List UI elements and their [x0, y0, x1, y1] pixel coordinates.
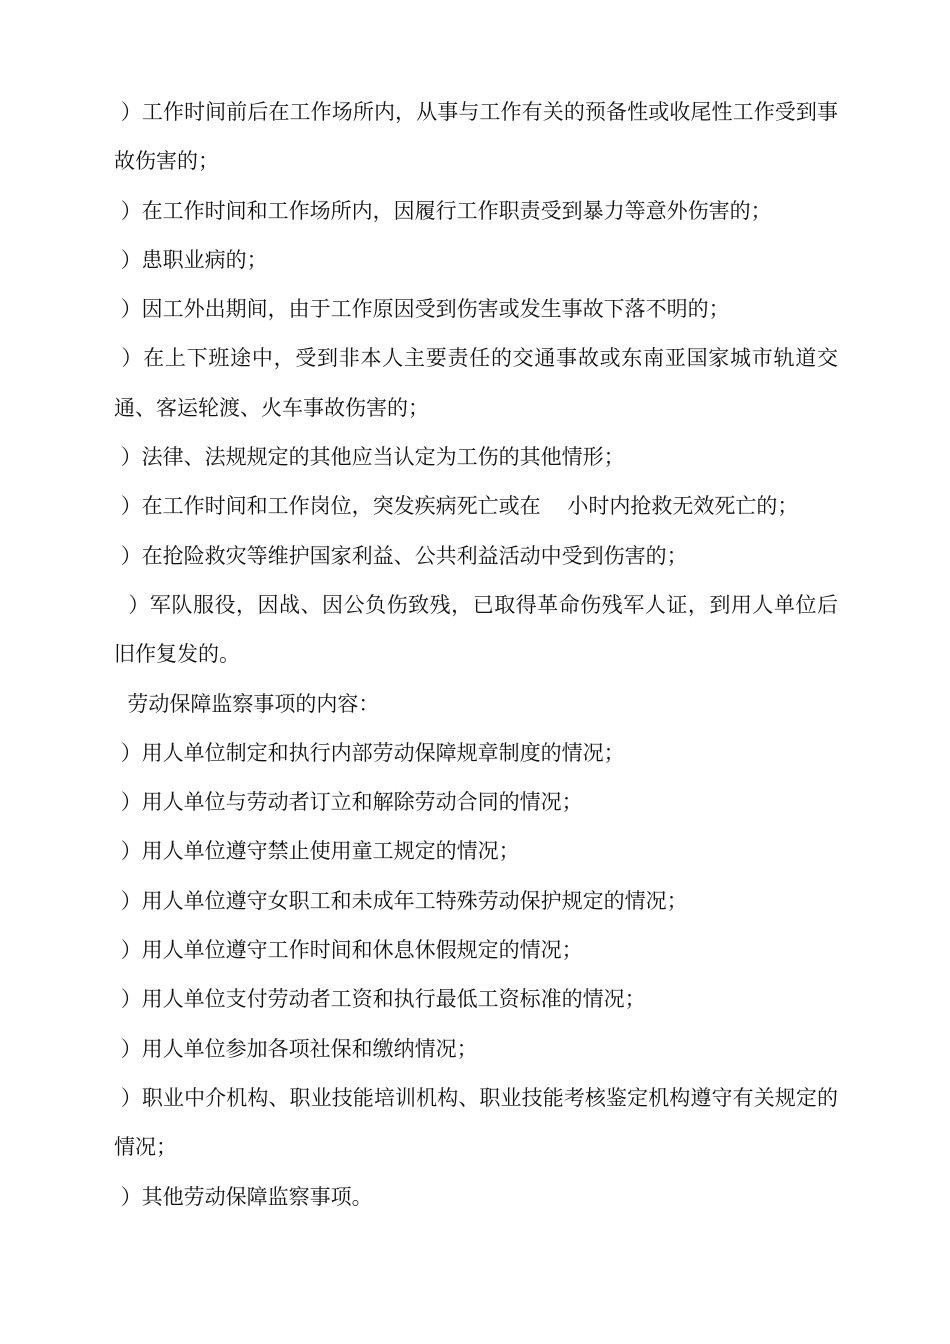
document-body [114, 88, 838, 1222]
paragraph-inspection-item-2: ）用人单位与劳动者订立和解除劳动合同的情况； [114, 790, 583, 815]
paragraph-inspection-item-9: ）其他劳动保障监察事项。 [114, 1184, 373, 1209]
paragraph-inspection-item-4: ）用人单位遵守女职工和未成年工特殊劳动保护规定的情况； [114, 888, 688, 913]
paragraph-inspection-item-1: ）用人单位制定和执行内部劳动保障规章制度的情况； [114, 740, 625, 765]
paragraph-injury-item-5: ）在上下班途中，受到非本人主要责任的交通事故或东南亚国家城市轨道交通、客运轮渡、火车事故伤害的； [114, 346, 838, 420]
paragraph-injury-item-9: ）军队服役，因战、因公负伤致残，已取得革命伤残军人证，到用人单位后旧作复发的。 [114, 592, 838, 667]
paragraph-injury-item-2: ）在工作时间和工作场所内，因履行工作职责受到暴力等意外伤害的； [114, 198, 772, 223]
paragraph-injury-item-3: ）患职业病的； [114, 247, 268, 272]
paragraph-inspection-item-8: ）职业中介机构、职业技能培训机构、职业技能考核鉴定机构遵守有关规定的情况； [114, 1085, 838, 1160]
paragraph-inspection-item-3: ）用人单位遵守禁止使用童工规定的情况； [114, 839, 520, 864]
paragraph-inspection-item-6: ）用人单位支付劳动者工资和执行最低工资标准的情况； [114, 987, 646, 1012]
paragraph-injury-item-7: ）在工作时间和工作岗位，突发疾病死亡或在 小时内抢救无效死亡的； [114, 494, 799, 519]
paragraph-injury-item-6: ）法律、法规规定的其他应当认定为工伤的其他情形； [114, 445, 625, 470]
section-heading: 劳动保障监察事项的内容： [114, 691, 380, 716]
paragraph-inspection-item-5: ）用人单位遵守工作时间和休息休假规定的情况； [114, 938, 583, 963]
paragraph-injury-item-4: ）因工外出期间，由于工作原因受到伤害或发生事故下落不明的； [114, 297, 730, 322]
paragraph-injury-item-8: ）在抢险救灾等维护国家利益、公共利益活动中受到伤害的； [114, 543, 688, 568]
paragraph-injury-item-1: ）工作时间前后在工作场所内，从事与工作有关的预备性或收尾性工作受到事故伤害的； [114, 100, 838, 174]
paragraph-inspection-item-7: ）用人单位参加各项社保和缴纳情况； [114, 1036, 478, 1061]
